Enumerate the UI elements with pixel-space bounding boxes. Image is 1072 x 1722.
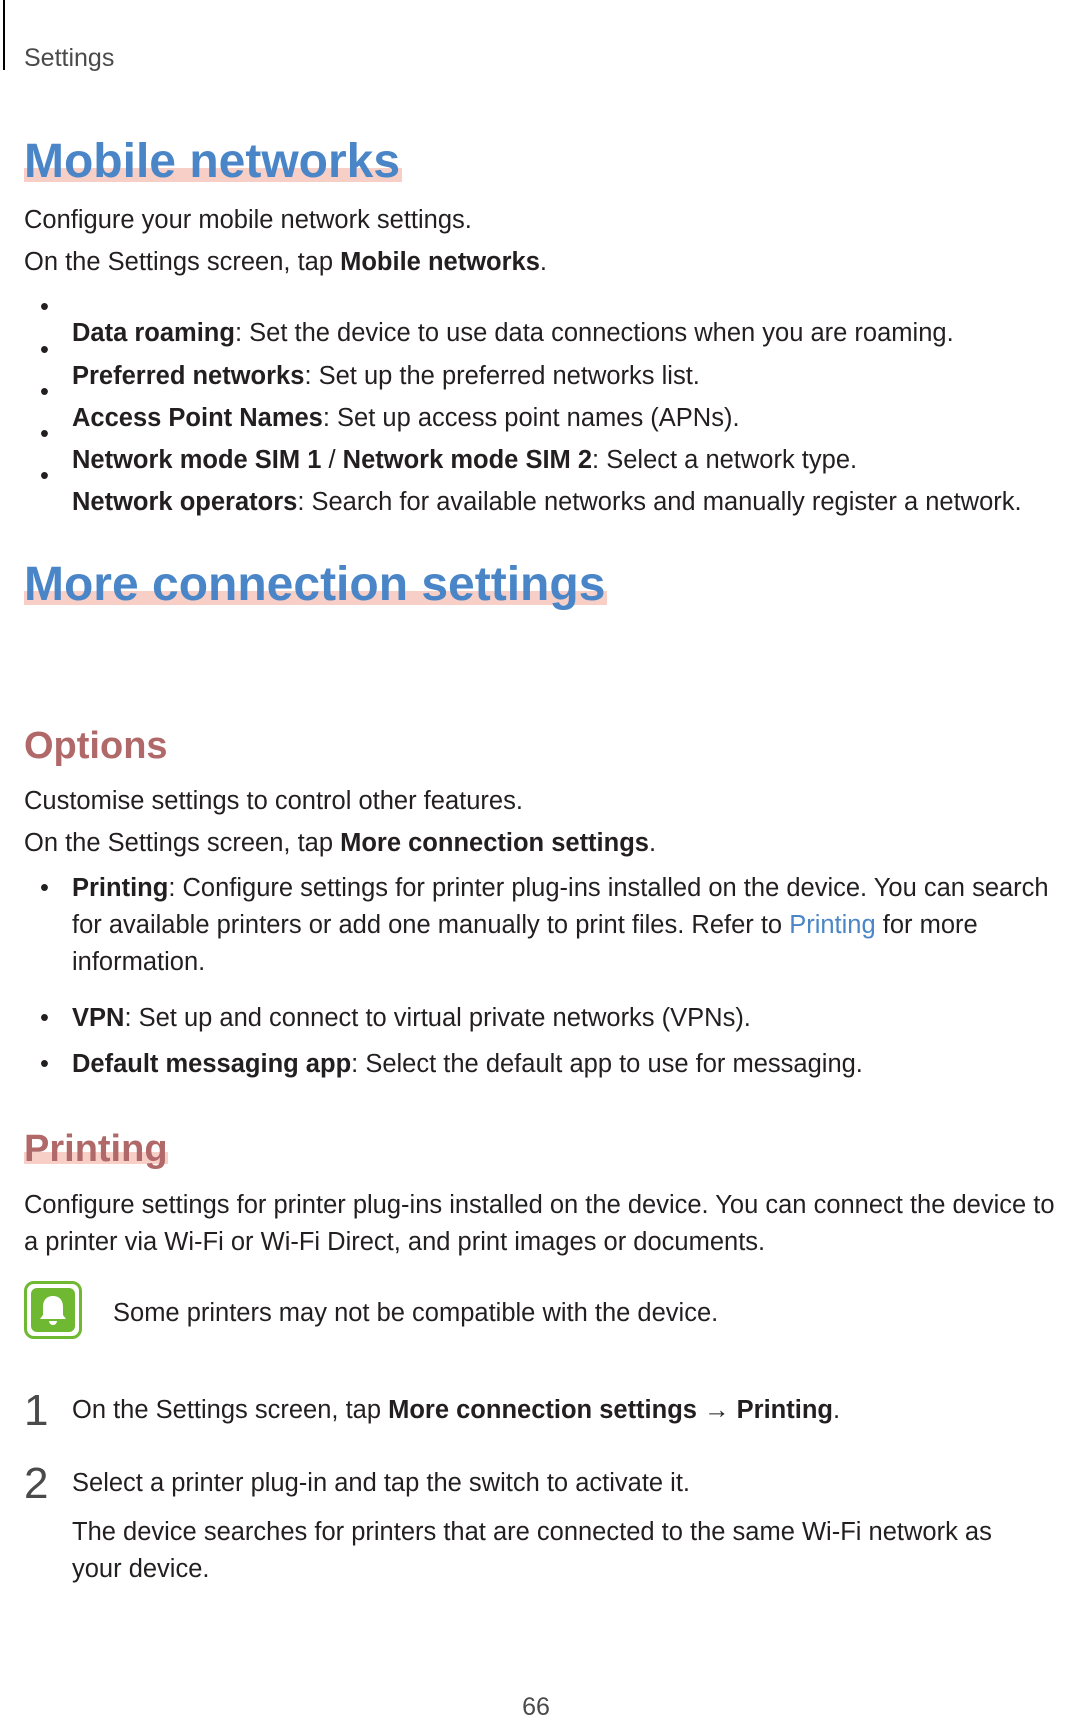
- options-intro: Customise settings to control other features.: [24, 787, 523, 815]
- options-path: [24, 825, 656, 862]
- arrow-icon: →: [696, 1396, 737, 1424]
- item-desc: : Search for available networks and manually register a network.: [297, 487, 1022, 516]
- item-desc: : Set up and connect to virtual private networks (VPNs).: [124, 1004, 751, 1032]
- printing-link[interactable]: Printing: [789, 911, 876, 939]
- item-separator: /: [321, 445, 343, 474]
- item-desc: : Set up access point names (APNs).: [322, 403, 740, 432]
- printing-intro: Configure settings for printer plug-ins installed on the device. You can connect the device to a printer via Wi-Fi or Wi-Fi Direct, and print images or documents.: [24, 1191, 1055, 1256]
- path-prefix: On the Settings screen, tap: [24, 829, 341, 857]
- item-term: Preferred networks: [72, 361, 305, 390]
- path-bold: Mobile networks: [340, 248, 540, 276]
- item-desc: : Select a network type.: [592, 445, 858, 474]
- item-desc: : Set up the preferred networks list.: [304, 361, 700, 390]
- bullet-dot: •: [40, 420, 49, 448]
- subsection-title-options: Options: [24, 725, 168, 767]
- bullet-dot: •: [40, 336, 49, 364]
- list-item-printing: [72, 870, 1052, 981]
- path-suffix: .: [648, 829, 657, 857]
- list-item-network-mode: [72, 442, 857, 479]
- step-suffix: .: [832, 1396, 841, 1424]
- item-desc: : Set the device to use data connections when you are roaming.: [234, 318, 954, 347]
- step-bold-2: Printing: [736, 1396, 833, 1424]
- running-header: Settings: [24, 44, 115, 72]
- section-title-mobile-networks: Mobile networks: [24, 135, 401, 188]
- bullet-dot: •: [40, 1050, 49, 1078]
- item-term: Access Point Names: [72, 403, 323, 432]
- page-number: 66: [522, 1693, 550, 1721]
- list-item-data-roaming: [72, 315, 954, 352]
- note-text: Some printers may not be compatible with the device.: [113, 1299, 719, 1327]
- step-1-text: [72, 1392, 840, 1429]
- item-term: Default messaging app: [72, 1050, 352, 1078]
- item-term: Network operators: [72, 487, 298, 516]
- step-number: 2: [24, 1459, 49, 1508]
- path-suffix: .: [539, 248, 547, 276]
- mobile-networks-path: [24, 244, 547, 281]
- bullet-dot: •: [40, 462, 49, 490]
- bullet-dot: •: [40, 874, 49, 902]
- bullet-dot: •: [40, 378, 49, 406]
- list-item-preferred-networks: [72, 358, 700, 395]
- section-title-more-connection: More connection settings: [24, 558, 606, 611]
- bullet-dot: •: [40, 293, 49, 321]
- subsection-title-printing: Printing: [24, 1128, 168, 1170]
- mobile-networks-intro: Configure your mobile network settings.: [24, 206, 472, 234]
- item-term-2: Network mode SIM 2: [342, 445, 593, 474]
- corner-rule: [3, 0, 5, 70]
- list-item-access-point-names: [72, 400, 740, 437]
- item-desc: : Configure settings for printer plug-ins installed on the device. You can search for available printers or add one manually to print files. Refer to: [72, 874, 1049, 939]
- item-term: Network mode SIM 1: [72, 445, 322, 474]
- path-prefix: On the Settings screen, tap: [24, 248, 341, 276]
- item-term: Printing: [72, 874, 169, 902]
- list-item-vpn: [72, 1000, 751, 1037]
- item-term: Data roaming: [72, 318, 235, 347]
- item-term: VPN: [72, 1004, 125, 1032]
- step-2-subtext: The device searches for printers that are connected to the same Wi-Fi network as your device.: [72, 1518, 992, 1583]
- step-number: 1: [24, 1386, 49, 1435]
- bell-icon: [24, 1281, 82, 1339]
- list-item-network-operators: [72, 484, 1022, 521]
- path-bold: More connection settings: [340, 829, 649, 857]
- step-bold-1: More connection settings: [388, 1396, 697, 1424]
- step-2-text: Select a printer plug-in and tap the switch to activate it.: [72, 1469, 691, 1497]
- item-desc: : Select the default app to use for messaging.: [351, 1050, 863, 1078]
- bullet-dot: •: [40, 1004, 49, 1032]
- item-desc-end: for more information.: [72, 911, 978, 976]
- list-item-default-messaging: [72, 1046, 863, 1083]
- step-prefix: On the Settings screen, tap: [72, 1396, 389, 1424]
